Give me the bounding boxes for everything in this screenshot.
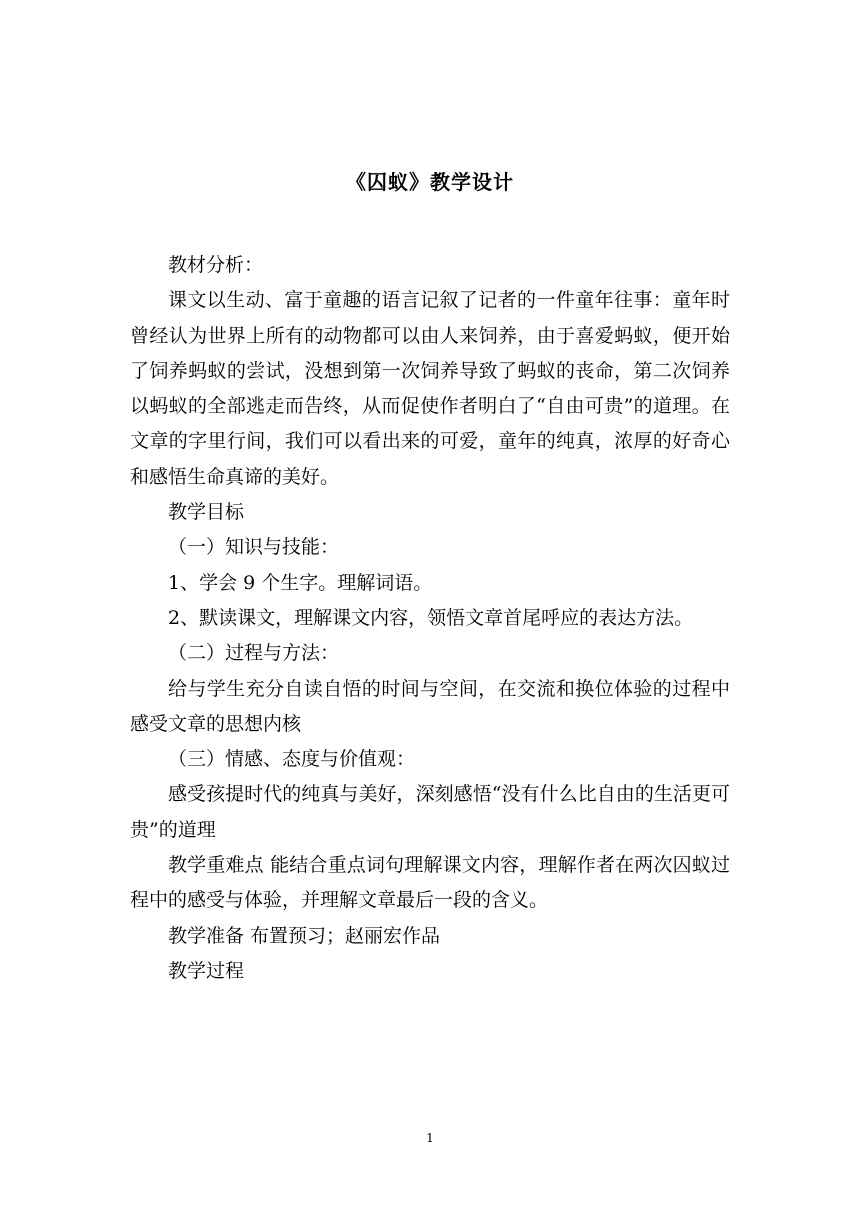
paragraph-material-analysis: 课文以生动、富于童趣的语言记叙了记者的一件童年往事：童年时曾经认为世界上所有的动物都可以由人来饲养，由于喜爱蚂蚁，便开始了饲养蚂蚁的尝试，没想到第一次饲养导致了蚂蚁的丧命，第二次饲养以蚂蚁的全部逃走而告终，从而促使作者明白了“自由可贵”的道理。在文章的字里行间，我们可以看出来的可爱，童年的纯真，浓厚的好奇心和感悟生命真谛的美好。 xyxy=(130,289,730,488)
goal-item-1: 1、学会 9 个生字。理解词语。 xyxy=(168,571,433,594)
paragraph-process-methods: 给与学生充分自读自悟的时间与空间，在交流和换位体验的过程中感受文章的思想内核 xyxy=(130,677,730,735)
section-heading-teaching-process: 教学过程 xyxy=(168,959,245,982)
document-title: 《囚蚁》教学设计 xyxy=(346,170,514,194)
subheading-emotion-values: （三）情感、态度与价值观： xyxy=(168,748,416,771)
paragraph-preparation: 教学准备 布置预习；赵丽宏作品 xyxy=(168,924,441,947)
section-heading-material-analysis: 教材分析： xyxy=(168,254,264,276)
subheading-process-methods: （二）过程与方法： xyxy=(168,642,340,665)
page-number: 1 xyxy=(426,1131,434,1145)
document-body xyxy=(130,248,730,989)
section-heading-teaching-goals: 教学目标 xyxy=(168,501,245,524)
paragraph-emotion-values: 感受孩提时代的纯真与美好，深刻感悟“没有什么比自由的生活更可贵”的道理 xyxy=(130,783,730,841)
paragraph-key-difficulties: 教学重难点 能结合重点词句理解课文内容，理解作者在两次囚蚁过程中的感受与体验，并理解文章最后一段的含义。 xyxy=(130,854,730,912)
goal-item-2: 2、默读课文，理解课文内容，领悟文章首尾呼应的表达方法。 xyxy=(168,606,694,629)
subheading-knowledge-skills: （一）知识与技能： xyxy=(168,536,340,559)
